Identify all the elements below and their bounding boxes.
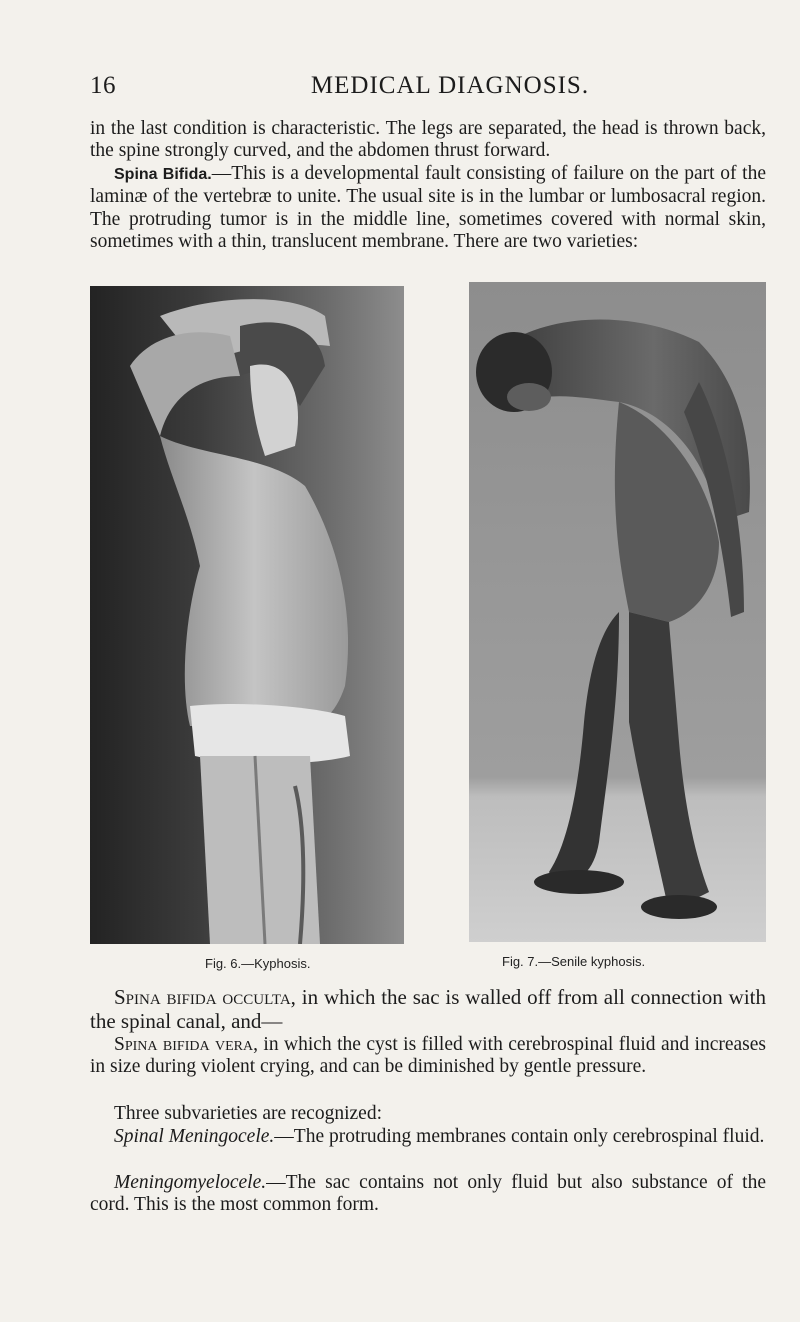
meningomyelocele-text: —The sac contains not only fluid but also substance of the cord. This is the most common form. <box>90 1172 766 1216</box>
subvarieties-text: Three subvarieties are recognized: <box>114 1103 382 1124</box>
spina-bifida-heading: Spina Bifida. <box>114 165 212 183</box>
paragraph-1-text: in the last condition is characteristic. The legs are separated, the head is thrown back, the spine strongly curved, and the abdomen thrust forward. <box>90 118 766 162</box>
senile-kyphosis-photo-illustration <box>469 282 766 942</box>
paragraph-meningocele <box>90 1126 766 1148</box>
figure-7-caption: Fig. 7.—Senile kyphosis. <box>502 954 646 969</box>
paragraph-intro <box>90 118 766 253</box>
spina-bifida-vera-text: in which the cyst is filled with cerebrospinal fluid and increases in size during violent crying, and can be diminished by gentle pressure. <box>90 1034 767 1078</box>
kyphosis-photo-illustration <box>90 286 404 944</box>
meningocele-term: Spinal Meningocele. <box>114 1126 275 1147</box>
spina-bifida-occulta-term: Spina bifida occulta, <box>114 985 296 1009</box>
paragraph-subvarieties <box>90 1103 766 1125</box>
meningomyelocele-term: Meningomyelocele. <box>114 1172 267 1193</box>
spina-bifida-occulta-text: in which the sac is walled off from all connection with the spinal canal, and— <box>90 985 766 1033</box>
page-header <box>90 72 766 104</box>
page-number: 16 <box>90 72 116 99</box>
meningocele-text: —The protruding membranes contain only cerebrospinal fluid. <box>274 1126 765 1147</box>
figure-7-photo <box>469 282 766 942</box>
spina-bifida-vera-term: Spina bifida vera, <box>114 1034 259 1055</box>
paragraph-occulta <box>90 986 766 1033</box>
figure-6-caption: Fig. 6.—Kyphosis. <box>205 956 311 971</box>
spina-bifida-text: —This is a developmental fault consisting of failure on the part of the laminæ of the vertebræ to unite. The usual site is in the lumbar or lumbosacral region. The protruding tumor is in the middle line, sometimes covered with normal skin, sometimes with a thin, translucent membrane. There are two varieties: <box>90 162 766 253</box>
paragraph-meningomyelocele <box>90 1172 766 1217</box>
figure-6-photo <box>90 286 404 944</box>
running-title: MEDICAL DIAGNOSIS. <box>310 72 590 99</box>
paragraph-vera <box>90 1034 766 1079</box>
